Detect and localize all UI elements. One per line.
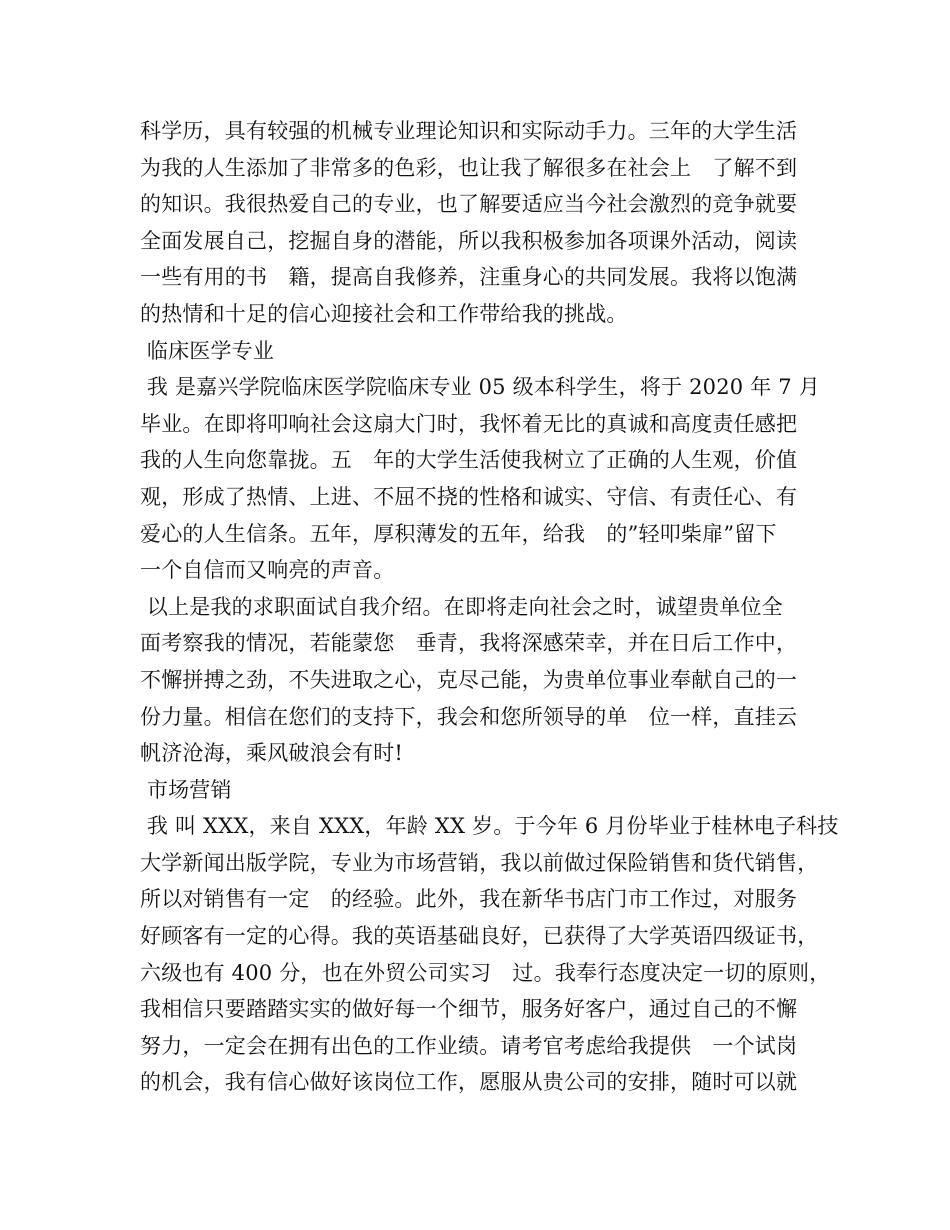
text-line: 以上是我的求职面试自我介绍。在即将走向社会之时，诚望贵单位全 xyxy=(140,594,783,619)
text-line: 一个自信而又响亮的声音。 xyxy=(140,558,395,583)
text-line: 一些有用的书 籍，提高自我修养，注重身心的共同发展。我将以饱满 xyxy=(140,265,798,290)
section-heading-clinical-medicine: 临床医学专业 xyxy=(140,338,275,363)
text-line: 观，形成了热情、上进、不屈不挠的性格和诚实、守信、有责任心、有 xyxy=(140,484,798,509)
text-line: 帆济沧海，乘风破浪会有时! xyxy=(140,741,404,766)
text-line: 毕业。在即将叩响社会这扇大门时，我怀着无比的真诚和高度责任感把 xyxy=(140,411,798,436)
text-line: 的机会，我有信心做好该岗位工作，愿服从贵公司的安排，随时可以就 xyxy=(140,1070,798,1095)
text-line: 面考察我的情况，若能蒙您 垂青，我将深感荣幸，并在日后工作中， xyxy=(140,631,798,656)
section-heading-marketing: 市场营销 xyxy=(140,777,232,802)
text-line: 的知识。我很热爱自己的专业，也了解要适应当今社会激烈的竞争就要 xyxy=(140,192,798,217)
text-line: 科学历，具有较强的机械专业理论知识和实际动手力。三年的大学生活 xyxy=(140,119,798,143)
text-line: 为我的人生添加了非常多的色彩，也让我了解很多在社会上 了解不到 xyxy=(140,155,798,180)
text-line: 我的人生向您靠拢。五 年的大学生活使我树立了正确的人生观，价值 xyxy=(140,448,798,473)
document-body xyxy=(140,113,839,1101)
text-line: 我 叫 XXX，来自 XXX，年龄 XX 岁。于今年 6 月份毕业于桂林电子科技 xyxy=(140,814,839,839)
text-line: 大学新闻出版学院，专业为市场营销，我以前做过保险销售和货代销售， xyxy=(140,850,819,875)
text-line: 六级也有 400 分，也在外贸公司实习 过。我奉行态度决定一切的原则， xyxy=(140,960,831,985)
text-line: 爱心的人生信条。五年，厚积薄发的五年，给我 的”轻叩柴扉”留下 xyxy=(140,521,777,546)
text-line: 不懈拼搏之劲，不失进取之心，克尽己能，为贵单位事业奉献自己的一 xyxy=(140,667,798,692)
text-line: 好顾客有一定的心得。我的英语基础良好，已获得了大学英语四级证书， xyxy=(140,924,819,949)
text-line: 份力量。相信在您们的支持下，我会和您所领导的单 位一样，直挂云 xyxy=(140,704,798,729)
text-line: 所以对销售有一定 的经验。此外，我在新华书店门市工作过，对服务 xyxy=(140,887,798,912)
text-line: 我相信只要踏踏实实的做好每一个细节，服务好客户，通过自己的不懈 xyxy=(140,997,798,1022)
text-line: 努力，一定会在拥有出色的工作业绩。请考官考虑给我提供 一个试岗 xyxy=(140,1033,798,1058)
text-line: 的热情和十足的信心迎接社会和工作带给我的挑战。 xyxy=(140,301,628,326)
text-line: 我 是嘉兴学院临床医学院临床专业 05 级本科学生，将于 2020 年 7 月 xyxy=(140,375,820,400)
text-line: 全面发展自己，挖掘自身的潜能，所以我积极参加各项课外活动，阅读 xyxy=(140,228,798,253)
